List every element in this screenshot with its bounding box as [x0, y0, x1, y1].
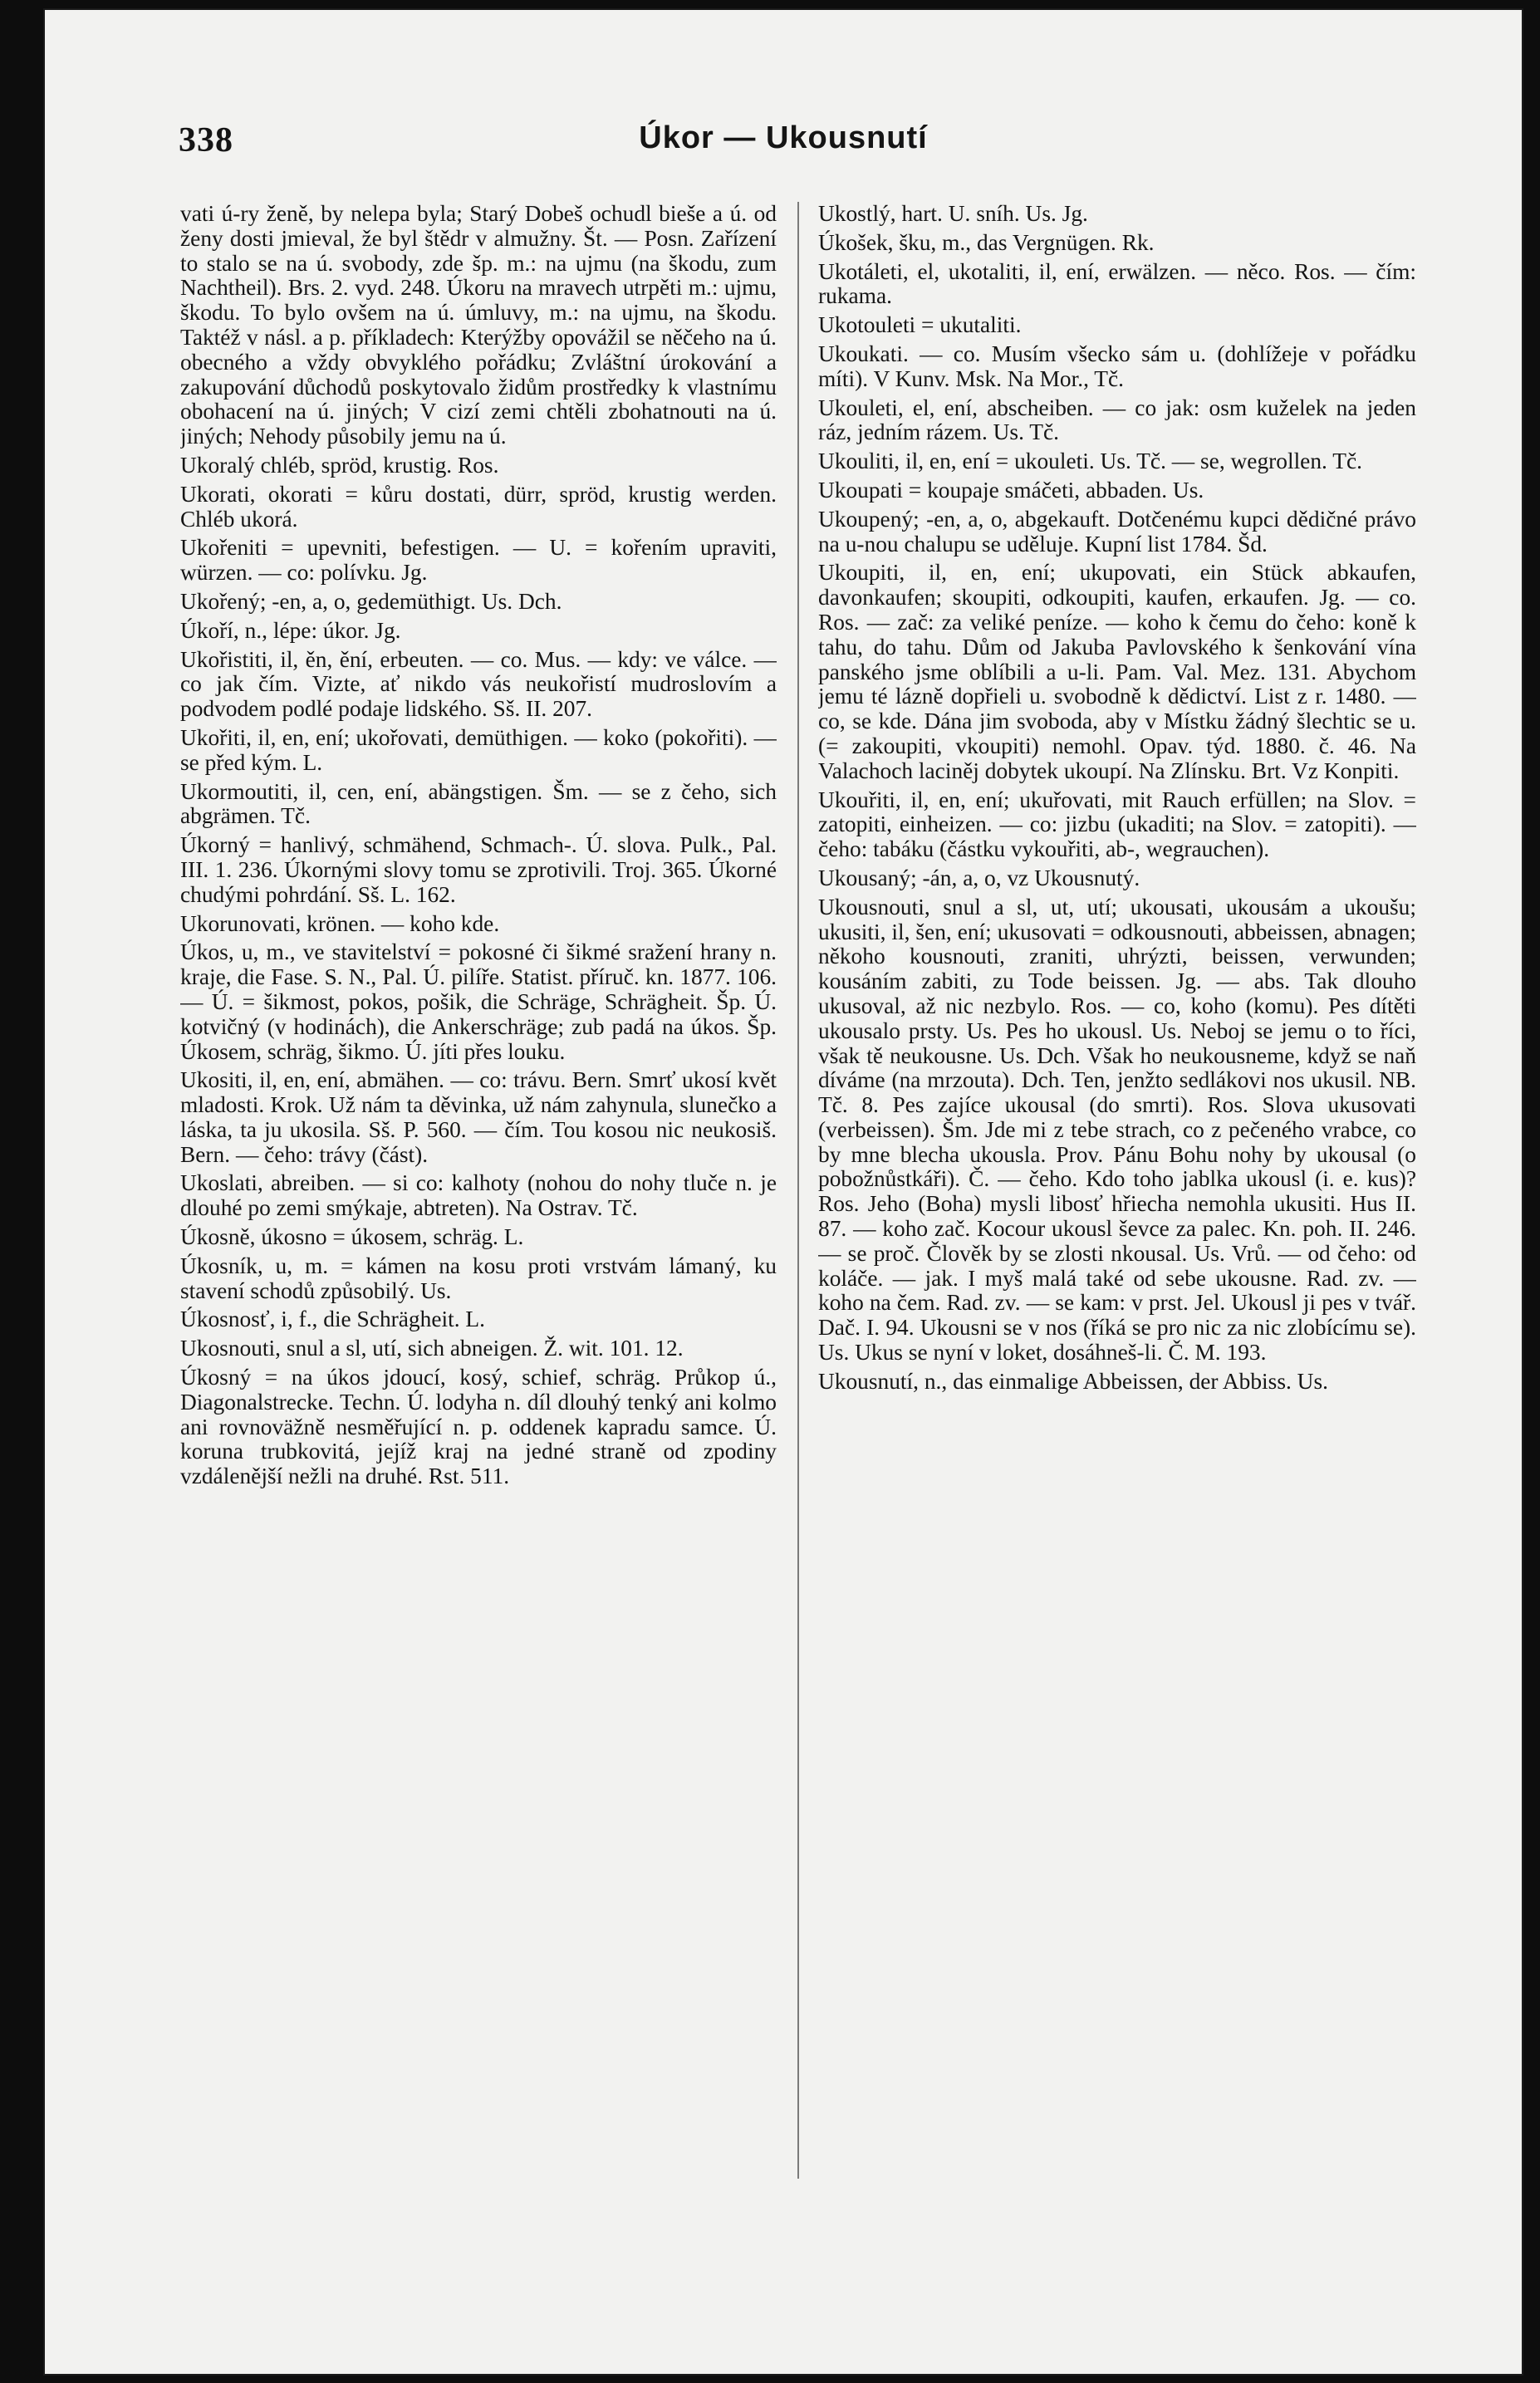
entry: Ukosnouti, snul a sl, utí, sich abneigen. Ž. wit. 101. 12.: [180, 1336, 684, 1361]
entry: Úkorný = hanlivý, schmähend, Schmach-. Ú. slova. Pulk., Pal. III. 1. 236. Úkornými slovy tomu se zprotivili. Troj. 365. Úkorné chudými pohrdání. Sš. L. 162.: [180, 832, 777, 907]
entry: Úkosně, úkosno = úkosem, schräg. L.: [180, 1224, 524, 1250]
entry: Ukorunovati, krönen. — koho kde.: [180, 910, 500, 936]
entry: Úkosnosť, i, f., die Schrägheit. L.: [180, 1307, 485, 1332]
column-divider: [797, 202, 799, 2179]
right-column: [818, 202, 1416, 2253]
entry: Ukouřiti, il, en, ení; ukuřovati, mit Rauch erfüllen; na Slov. = zatopiti, einheizen. — co: jizbu (ukaditi; na Slov. = zatopiti). — čeho: tabáku (částku vykouřiti, ab-, wegrauchen).: [818, 787, 1416, 862]
entry: Ukouliti, il, en, ení = ukouleti. Us. Tč. — se, wegrollen. Tč.: [818, 449, 1362, 474]
dictionary-page: [43, 8, 1523, 2376]
entry: Ukoupati = koupaje smáčeti, abbaden. Us.: [818, 477, 1204, 503]
entry: Ukoslati, abreiben. — si co: kalhoty (nohou do nohy tluče n. je dlouhé po zemi smýkaje, abtreten). Na Ostrav. Tč.: [180, 1170, 777, 1221]
entry: Úkosník, u, m. = kámen na kosu proti vrstvám lámaný, ku stavení schodů způsobilý. Us.: [180, 1253, 777, 1303]
entry: Ukoupiti, il, en, ení; ukupovati, ein Stück abkaufen, davonkaufen; skoupiti, odkoupiti, kaufen, erkaufen. Jg. — co. Ros. — zač: za veliké peníze. — koho k čemu do čeho: koně k tahu, do tahu. Dům od Jakuba Pavlovského k šenkování vína panského jsme oblíbili a u-li. Pam. Val. Mez. 131. Abychom jemu té lázně dopřieli u. svobodně k dědictví. List z r. 1480. — co, se kde. Dána jim svoboda, aby v Místku žádný šlechtic se u. (= zakoupiti, vkoupiti) nemohl. Opav. týd. 1880. č. 46. Na Valachoch laciněj dobytek ukoupí. Na Zlínsku. Brt. Vz Konpiti.: [818, 560, 1416, 783]
left-column: [180, 202, 777, 2253]
entry: Úkos, u, m., ve stavitelství = pokosné či šikmé sražení hrany n. kraje, die Fase. S. N., Pal. Ú. pilíře. Statist. příruč. kn. 1877. 106. — Ú. = šikmost, pokos, pošik, die Schräge, Schrägheit. Šp. Ú. kotvičný (v hodinách), die Ankerschräge; zub padá na úkos. Šp. Úkosem, schräg, šikmo. Ú. jíti přes louku.: [180, 939, 777, 1064]
entry: Ukousnouti, snul a sl, ut, utí; ukousati, ukousám a ukoušu; ukusiti, il, šen, ení; ukusovati = odkousnouti, abbeissen, abnagen; někoho kousnouti, zraniti, uhrýzti, beissen, verwunden; kousáním zabiti, zu Tode beissen. Jg. — abs. Tak dlouho ukusoval, až nic nezbylo. Ros. — co, koho (komu). Pes dítěti ukousalo prsty. Us. Pes ho ukousl. Us. Neboj se jemu o to říci, však tě neukousne. Us. Dch. Však ho neukousneme, když se naň díváme (na mrzouta). Dch. Ten, jenžto sedlákovi nos ukusil. NB. Tč. 8. Pes zajíce ukousal (do smrti). Ros. Slova ukusovati (verbeissen). Šm. Jde mi z tebe strach, co z pečeného vrabce, co by mne blecha ukousla. Prov. Pánu Bohu nohy by ukousal (o pobožnůstkáři). Č. — čeho. Kdo toho jablka ukousl (i. e. kus)? Ros. Jeho (Boha) mysli libosť hřiecha nemohla ukusiti. Hus II. 87. — koho zač. Kocour ukousl ševce za palec. Kn. poh. II. 246. — se proč. Člověk by se zlosti nkousal. Us. Vrů. — od čeho: od koláče. — jak. I myš malá také od sebe ukousne. Rad. zv. — koho na čem. Rad. zv. — se kam: v prst. Jel. Ukousl ji pes v tvář. Dač. I. 94. Ukousni se v nos (říká se pro nic za nic zlobícímu se). Us. Ukus se nyní v loket, dosáhneš-li. Č. M. 193.: [818, 894, 1416, 1366]
entry: Úkoří, n., lépe: úkor. Jg.: [180, 617, 401, 643]
running-title: Úkor — Ukousnutí: [639, 120, 928, 155]
entry: Ukořiti, il, en, ení; ukořovati, demüthigen. — koko (pokořiti). — se před kým. L.: [180, 724, 777, 775]
entry: vati ú-ry ženě, by nelepa byla; Starý Dobeš ochudl bieše a ú. od ženy dosti jmieval, že byl štědr v almužny. Št. — Posn. Zařízení to stalo se na ú. svobody, zde šp. m.: na ujmu (na škodu, zum Nachtheil). Brs. 2. vyd. 248. Úkoru na mravech utrpěti m.: ujmu, škodu. To bylo ovšem na ú. úmluvy, m.: na ujmu, na škodu. Taktéž v násl. a p. příkladech: Kterýžby opovážil se něčeho na ú. obecného a vždy obvyklého pořádku; Zvláštní úrokování a zakupování důchodů poskytovalo židům prostředky k vlastnímu obohacení na ú. jiných; V cizí zemi chtěli zbohatnouti na ú. jiných; Nehody působily jemu na ú.: [180, 202, 777, 449]
entry: Ukormoutiti, il, cen, ení, abängstigen. Šm. — se z čeho, sich abgrämen. Tč.: [180, 778, 777, 829]
entry: Úkošek, šku, m., das Vergnügen. Rk.: [818, 229, 1155, 255]
entry: Ukousaný; -án, a, o, vz Ukousnutý.: [818, 865, 1140, 890]
entry: Ukostlý, hart. U. sníh. Us. Jg.: [818, 202, 1088, 226]
entry: Ukoupený; -en, a, o, abgekauft. Dotčenému kupci dědičné právo na u-nou chalupu se uděluje. Kupní list 1784. Šd.: [818, 506, 1416, 557]
entry: Ukotouleti = ukutaliti.: [818, 312, 1022, 338]
entry: Ukousnutí, n., das einmalige Abbeissen, der Abbiss. Us.: [818, 1368, 1328, 1394]
entry: Úkosný = na úkos jdoucí, kosý, schief, schräg. Průkop ú., Diagonalstrecke. Techn. Ú. lodyha n. díl dlouhý tenký ani kolmo ani rovnoväžně nesměřující n. p. oddenek kapradu samce. Ú. koruna trubkovitá, jejíž kraj na jedné straně od zpodiny vzdálenější nežli na druhé. Rst. 511.: [180, 1365, 777, 1489]
entry: Ukořený; -en, a, o, gedemüthigt. Us. Dch.: [180, 588, 562, 614]
page-number: 338: [179, 121, 233, 159]
entry: Ukotáleti, el, ukotaliti, il, ení, erwälzen. — něco. Ros. — čím: rukama.: [818, 258, 1416, 309]
entry: Ukoukati. — co. Musím všecko sám u. (dohlížeje v pořádku míti). V Kunv. Msk. Na Mor., Tč.: [818, 341, 1416, 391]
entry: Ukořeniti = upevniti, befestigen. — U. = kořením upraviti, würzen. — co: polívku. Jg.: [180, 535, 777, 586]
page-header: [43, 120, 1523, 170]
entry: Ukořistiti, il, ěn, ění, erbeuten. — co. Mus. — kdy: ve válce. — co jak čím. Vizte, ať nikdo vás neukořistí mudroslovím a podvodem podlé podaje lidského. Sš. II. 207.: [180, 646, 777, 722]
entry: Ukouleti, el, ení, abscheiben. — co jak: osm kuželek na jeden ráz, jedním rázem. Us. Tč.: [818, 395, 1416, 445]
entry: Ukositi, il, en, ení, abmähen. — co: trávu. Bern. Smrť ukosí květ mladosti. Krok. Už nám ta děvinka, už nám zahynula, slunečko a láska, ta ju ukosila. Sš. P. 560. — čím. Tou kosou nic neukosiš. Bern. — čeho: trávy (část).: [180, 1067, 777, 1167]
entry: Ukoralý chléb, spröd, krustig. Ros.: [180, 452, 499, 478]
entry: Ukorati, okorati = kůru dostati, dürr, spröd, krustig werden. Chléb ukorá.: [180, 481, 777, 532]
